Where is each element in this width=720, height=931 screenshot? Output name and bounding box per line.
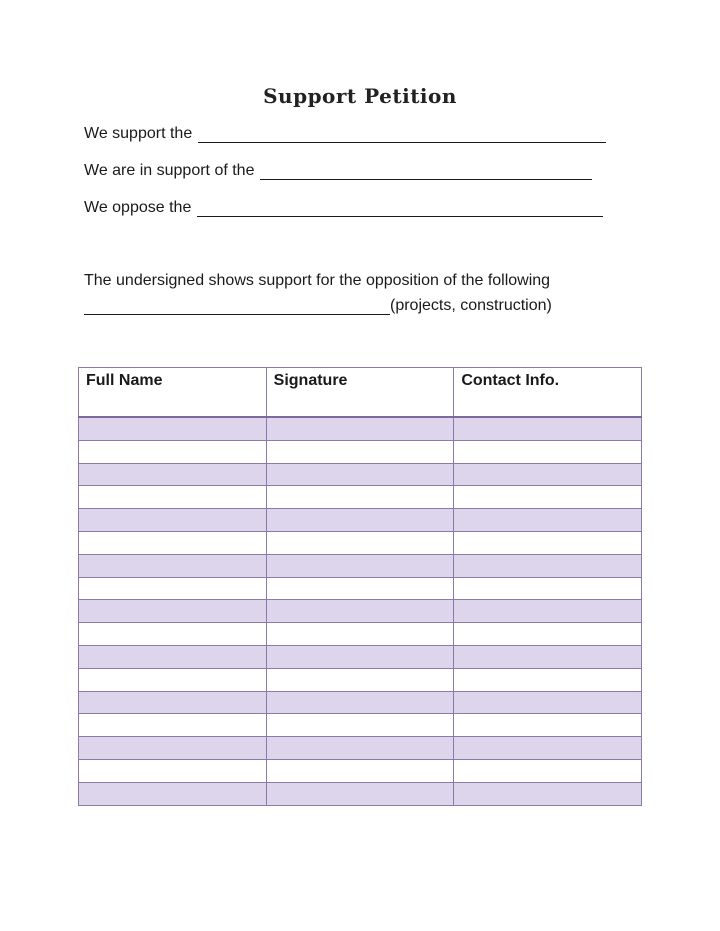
table-body (79, 417, 642, 805)
signature-cell[interactable] (266, 554, 454, 577)
table-row (79, 509, 642, 532)
table-row (79, 645, 642, 668)
full-name-cell[interactable] (79, 509, 267, 532)
header-signature: Signature (266, 368, 454, 418)
contact-info-cell[interactable] (454, 737, 642, 760)
contact-info-cell[interactable] (454, 714, 642, 737)
header-full-name: Full Name (79, 368, 267, 418)
table-row (79, 759, 642, 782)
full-name-cell[interactable] (79, 440, 267, 463)
signature-cell[interactable] (266, 600, 454, 623)
table-row (79, 554, 642, 577)
full-name-cell[interactable] (79, 531, 267, 554)
full-name-cell[interactable] (79, 417, 267, 440)
signature-table (78, 367, 642, 806)
signature-cell[interactable] (266, 463, 454, 486)
table-header-row (79, 368, 642, 418)
full-name-cell[interactable] (79, 623, 267, 646)
table-row (79, 440, 642, 463)
table-row (79, 691, 642, 714)
signature-cell[interactable] (266, 737, 454, 760)
table-row (79, 577, 642, 600)
signature-cell[interactable] (266, 782, 454, 805)
contact-info-cell[interactable] (454, 691, 642, 714)
support-line (84, 125, 606, 143)
signature-cell[interactable] (266, 645, 454, 668)
support-blank[interactable] (198, 128, 606, 143)
signature-cell[interactable] (266, 668, 454, 691)
table-row (79, 668, 642, 691)
table-row (79, 737, 642, 760)
signature-cell[interactable] (266, 577, 454, 600)
full-name-cell[interactable] (79, 577, 267, 600)
projects-blank[interactable] (84, 300, 390, 315)
signature-cell[interactable] (266, 531, 454, 554)
full-name-cell[interactable] (79, 600, 267, 623)
in-support-blank[interactable] (260, 165, 592, 180)
full-name-cell[interactable] (79, 486, 267, 509)
contact-info-cell[interactable] (454, 577, 642, 600)
table-row (79, 417, 642, 440)
contact-info-cell[interactable] (454, 668, 642, 691)
contact-info-cell[interactable] (454, 531, 642, 554)
signature-cell[interactable] (266, 623, 454, 646)
signature-cell[interactable] (266, 691, 454, 714)
table-row (79, 714, 642, 737)
contact-info-cell[interactable] (454, 509, 642, 532)
in-support-line (84, 162, 592, 180)
contact-info-cell[interactable] (454, 645, 642, 668)
full-name-cell[interactable] (79, 645, 267, 668)
contact-info-cell[interactable] (454, 759, 642, 782)
full-name-cell[interactable] (79, 737, 267, 760)
contact-info-cell[interactable] (454, 440, 642, 463)
contact-info-cell[interactable] (454, 554, 642, 577)
projects-suffix: (projects, construction) (390, 297, 552, 314)
projects-line (84, 297, 552, 315)
full-name-cell[interactable] (79, 714, 267, 737)
support-label: We support the (84, 125, 193, 142)
full-name-cell[interactable] (79, 463, 267, 486)
contact-info-cell[interactable] (454, 782, 642, 805)
contact-info-cell[interactable] (454, 463, 642, 486)
undersigned-paragraph: The undersigned shows support for the opposition of the following (84, 272, 551, 289)
table-row (79, 782, 642, 805)
full-name-cell[interactable] (79, 782, 267, 805)
header-contact-info: Contact Info. (454, 368, 642, 418)
signature-cell[interactable] (266, 714, 454, 737)
signature-cell[interactable] (266, 486, 454, 509)
signature-cell[interactable] (266, 759, 454, 782)
table-row (79, 600, 642, 623)
oppose-blank[interactable] (197, 202, 603, 217)
signature-cell[interactable] (266, 417, 454, 440)
table-row (79, 623, 642, 646)
full-name-cell[interactable] (79, 668, 267, 691)
contact-info-cell[interactable] (454, 417, 642, 440)
table-row (79, 531, 642, 554)
full-name-cell[interactable] (79, 691, 267, 714)
signature-cell[interactable] (266, 440, 454, 463)
signature-cell[interactable] (266, 509, 454, 532)
full-name-cell[interactable] (79, 759, 267, 782)
contact-info-cell[interactable] (454, 623, 642, 646)
contact-info-cell[interactable] (454, 486, 642, 509)
full-name-cell[interactable] (79, 554, 267, 577)
in-support-label: We are in support of the (84, 162, 255, 179)
oppose-label: We oppose the (84, 199, 192, 216)
table-row (79, 486, 642, 509)
page-title: Support Petition (263, 84, 457, 108)
table-row (79, 463, 642, 486)
oppose-line (84, 199, 603, 217)
contact-info-cell[interactable] (454, 600, 642, 623)
